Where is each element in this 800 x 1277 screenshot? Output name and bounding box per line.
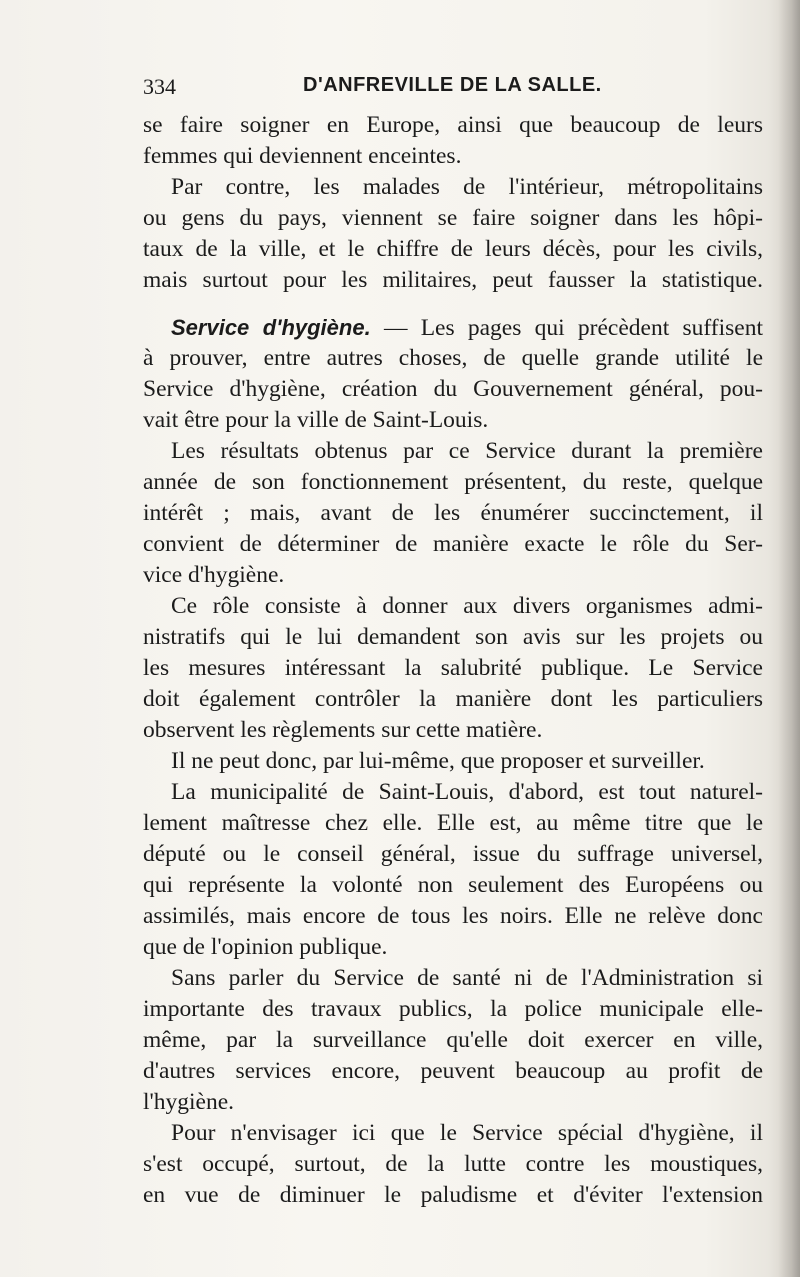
heading-continuation: — Les pages qui précèdent suffisent [370,315,763,341]
text-line: à prouver, entre autres choses, de quelle grande utilité le [143,345,763,371]
text-line: que de l'opinion publique. [143,934,388,960]
text-line: qui représente la volonté non seulement des Européens ou [143,872,763,898]
page-header [143,70,623,106]
text-line: doit également contrôler la manière dont les particuliers [143,686,763,712]
text-line: s'est occupé, surtout, de la lutte contre les moustiques, [143,1151,763,1177]
text-line: vice d'hygiène. [143,562,285,588]
text-line: Service d'hygiène, création du Gouvernement général, pou- [143,376,763,402]
text-line: se faire soigner en Europe, ainsi que beaucoup de leurs [143,112,763,138]
text-line: nistratifs qui le lui demandent son avis sur les projets ou [143,624,763,650]
text-line: les mesures intéressant la salubrité publique. Le Service [143,655,763,681]
body-text [143,110,763,1211]
text-line: année de son fonctionnement présentent, du reste, quelque [143,469,763,495]
text-line: lement maîtresse chez elle. Elle est, au même titre que le [143,810,763,836]
text-line: Ce rôle consiste à donner aux divers organismes admi- [171,593,763,619]
text-line: Les résultats obtenus par ce Service durant la première [171,438,763,464]
running-head: D'ANFREVILLE DE LA SALLE. [303,74,602,96]
text-line: intérêt ; mais, avant de les énumérer succinctement, il [143,500,763,526]
text-line: Par contre, les malades de l'intérieur, métropolitains [171,174,763,200]
text-line: assimilés, mais encore de tous les noirs. Elle ne relève donc [143,903,763,929]
text-line: vait être pour la ville de Saint-Louis. [143,407,489,433]
text-line: La municipalité de Saint-Louis, d'abord, est tout naturel- [171,779,763,805]
text-line [143,312,763,343]
text-line: convient de déterminer de manière exacte le rôle du Ser- [143,531,763,557]
text-line: même, par la surveillance qu'elle doit exercer en ville, [143,1027,763,1053]
text-line: femmes qui deviennent enceintes. [143,143,462,169]
text-line: importante des travaux publics, la police municipale elle- [143,996,763,1022]
text-line: observent les règlements sur cette matière. [143,717,543,743]
text-line: mais surtout pour les militaires, peut fausser la statistique. [143,267,763,293]
section-heading: Service d'hygiène. [171,315,371,340]
text-line: Sans parler du Service de santé ni de l'Administration si [171,965,763,991]
page-number: 334 [143,74,176,99]
text-line: député ou le conseil général, issue du suffrage universel, [143,841,763,867]
page-edge-shadow [778,0,800,1277]
text-line: l'hygiène. [143,1089,235,1115]
section-gap [143,296,763,312]
text-line: ou gens du pays, viennent se faire soigner dans les hôpi- [143,205,763,231]
text-line: d'autres services encore, peuvent beaucoup au profit de [143,1058,763,1084]
text-line: Il ne peut donc, par lui-même, que proposer et surveiller. [171,748,705,774]
text-line: taux de la ville, et le chiffre de leurs décès, pour les civils, [143,236,763,262]
text-line: Pour n'envisager ici que le Service spécial d'hygiène, il [171,1120,763,1146]
text-line: en vue de diminuer le paludisme et d'éviter l'extension [143,1182,763,1208]
